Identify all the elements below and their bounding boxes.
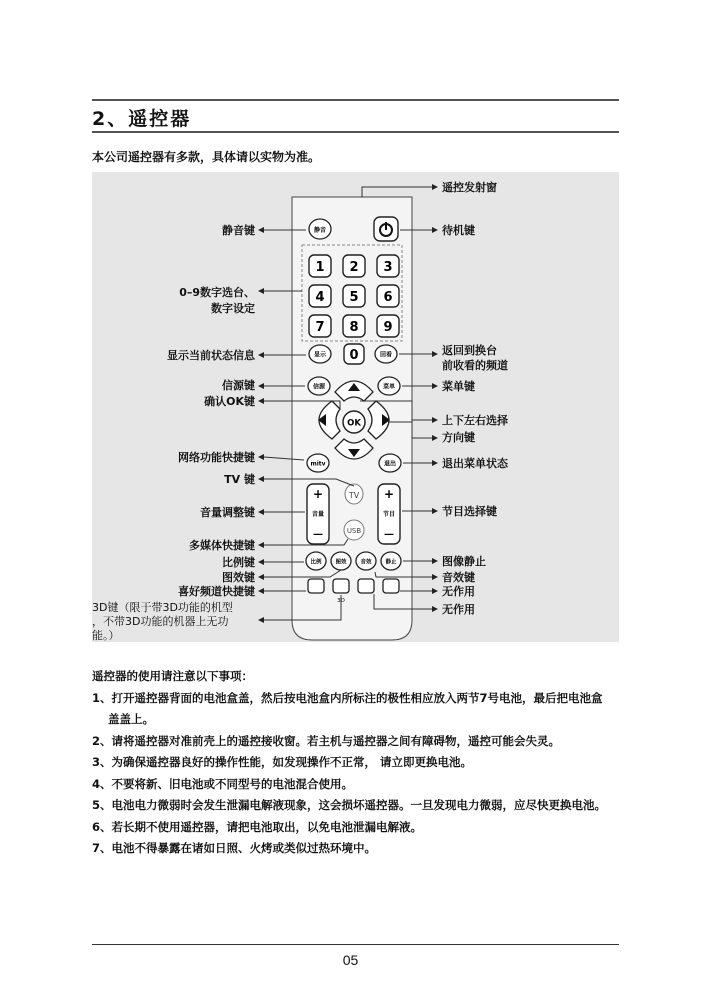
label-ratio-key: 比例键 [222,556,255,569]
label-standby-key: 待机键 [442,224,475,237]
label-menu-key: 菜单键 [442,380,475,393]
volume-plus: + [312,487,324,501]
number-key-label: 6 [383,290,393,305]
color-key-3 [358,579,374,593]
recall-button-label: 回看 [379,351,393,359]
label-3d-key-1: 3D键（限于带3D功能的机型 [92,601,233,614]
program-minus: — [384,529,394,540]
note-item: 1、打开遥控器背面的电池盒盖，然后按电池盒内所标注的极性相应放入两节7号电池，最后把电池盒盖盖上。 [92,690,603,726]
display-button-label: 显示 [313,351,327,359]
page-number: 05 [342,952,359,968]
number-key-label: 2 [349,260,359,275]
svg-text:音效: 音效 [360,559,372,566]
usage-notes [92,666,612,860]
label-direction-1: 上下左右选择 [442,414,508,427]
label-ok-key: 确认OK键 [204,395,255,408]
program-label: 节目 [382,511,396,518]
tv-button [345,484,363,504]
ok-button-label: OK [347,418,361,429]
label-display-info: 显示当前状态信息 [167,349,255,362]
label-picture-key: 图效键 [222,571,255,584]
label-3d-key-2: ，不带3D功能的机器上无功 [92,615,229,628]
exit-button [379,454,401,472]
zero-button-label: 0 [349,348,359,363]
number-keys [309,255,399,337]
color-key-2 [333,579,349,593]
label-direction-2: 方向键 [442,431,475,444]
label-unused-1: 无作用 [442,585,475,598]
note-item: 5、电池电力微弱时会发生泄漏电解液现象，这会损坏遥控器。一旦发现电力微弱，应尽快更换电池。 [92,798,606,812]
label-program-key: 节目选择键 [442,505,497,518]
label-3d-key-3: 能。） [92,629,120,642]
menu-button-label: 菜单 [382,383,396,391]
number-key-2 [343,255,365,277]
menu-button [378,377,400,395]
display-button [309,345,331,363]
mitv-button-label: mitv [310,460,326,468]
number-key-label: 9 [383,320,393,335]
label-tv-key: TV 键 [224,473,255,486]
three-d-key-label: 3D [337,598,345,604]
label-recall-2: 前收看的频道 [442,359,508,372]
label-media-key: 多媒体快捷键 [189,539,255,552]
mitv-button [307,454,329,472]
footer-rule [92,944,619,945]
label-mute-key: 静音键 [222,224,255,237]
intro-text: 本公司遥控器有多款，具体请以实物为准。 [92,150,321,164]
mute-button [309,219,331,239]
note-item: 7、电池不得暴露在诸如日照、火烤或类似过热环境中。 [92,841,376,855]
label-unused-2: 无作用 [442,603,475,616]
number-key-label: 7 [315,320,325,335]
note-item: 3、为确保遥控器良好的操作性能，如发现操作不正常， 请立即更换电池。 [92,755,473,769]
volume-rocker [307,484,329,544]
exit-button-label: 退出 [383,460,397,468]
sound-button [356,552,376,570]
program-rocker [378,484,400,544]
number-key-3 [377,255,399,277]
usb-button [344,520,364,540]
label-ir-window: 遥控发射窗 [442,181,497,194]
svg-text:静止: 静止 [385,559,397,566]
label-sound-key: 音效键 [442,571,475,584]
source-button [308,377,330,395]
label-exit-key: 退出菜单状态 [442,457,508,470]
note-item: 6、若长期不使用遥控器，请把电池取出，以免电池泄漏电解液。 [92,819,422,834]
number-key-7 [309,315,331,337]
recall-button [375,345,397,363]
number-key-label: 8 [349,320,359,335]
number-key-8 [343,315,365,337]
program-plus: + [383,487,395,501]
svg-text:比例: 比例 [310,559,322,566]
note-item: 2、请将遥控器对准前壳上的遥控接收窗。若主机与遥控器之间有障碍物，遥控可能会失灵。 [92,733,560,748]
number-key-6 [377,285,399,307]
section-title: 2、遥控器 [92,108,192,130]
label-volume-key: 音量调整键 [200,506,255,519]
zero-button [344,344,364,364]
number-key-5 [343,285,365,307]
label-number-keys-1: 0–9数字选台、 [179,286,255,299]
volume-label: 音量 [311,511,325,518]
power-button [374,217,398,241]
source-button-label: 信源 [312,383,326,391]
color-key-1 [308,579,324,593]
label-network-key: 网络功能快捷键 [178,451,255,464]
color-key-4 [383,579,399,593]
usb-button-label: USB [346,527,362,535]
svg-text:图效: 图效 [335,559,347,566]
note-item: 4、不要将新、旧电池或不同型号的电池混合使用。 [92,776,353,791]
mute-button-label: 静音 [313,227,327,234]
number-key-4 [309,285,331,307]
picture-button [331,552,351,570]
label-freeze-key: 图像静止 [442,555,486,568]
label-recall-1: 返回到换台 [442,344,497,357]
number-key-1 [309,255,331,277]
tv-button-label: TV [348,491,360,500]
number-key-label: 3 [383,260,393,275]
number-key-9 [377,315,399,337]
notes-heading: 遥控器的使用请注意以下事项： [92,669,253,683]
label-favorite-key: 喜好频道快捷键 [178,585,255,598]
number-key-label: 1 [315,260,325,275]
label-number-keys-2: 数字设定 [211,302,255,315]
freeze-button [381,552,401,570]
number-key-label: 4 [315,290,325,305]
ratio-button [306,552,326,570]
volume-minus: — [313,529,323,540]
label-source-key: 信源键 [222,379,255,392]
number-key-label: 5 [349,290,359,305]
